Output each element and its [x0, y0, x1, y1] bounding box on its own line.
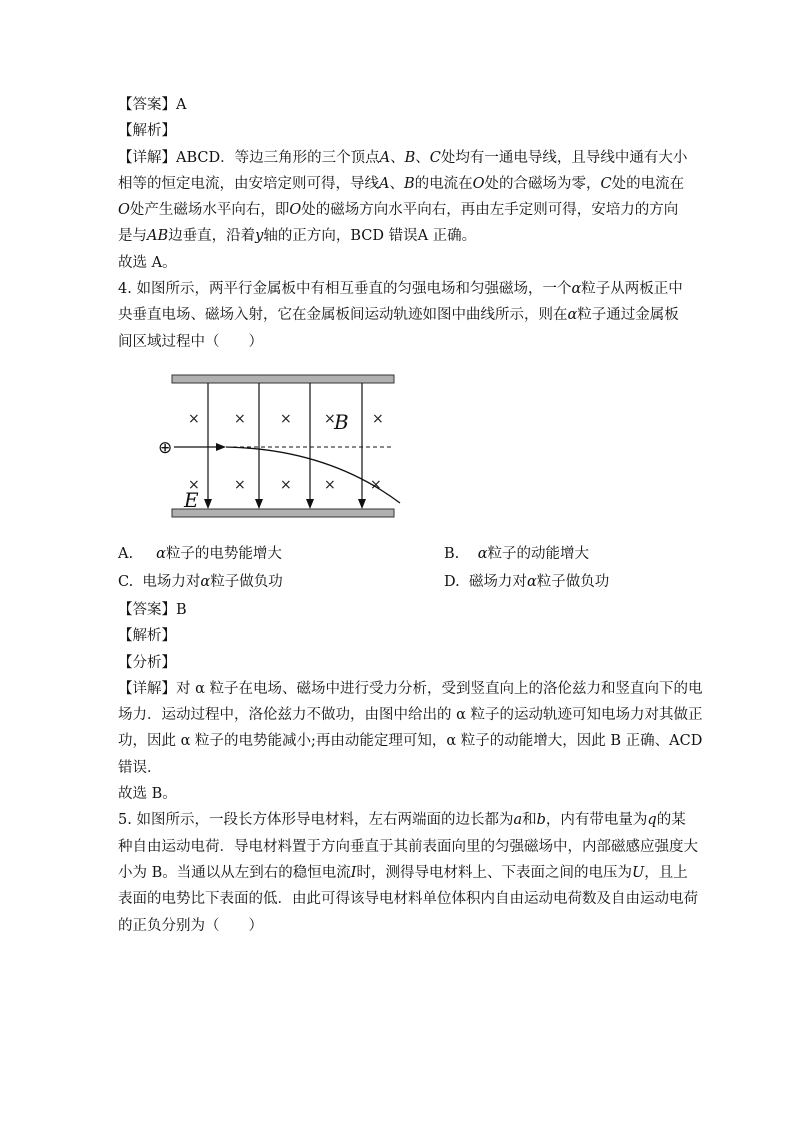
svg-text:×: ×: [234, 410, 246, 427]
q4-conclusion: 故选 B。: [118, 786, 177, 803]
q4-option-d[interactable]: D. 磁场力对α粒子做负功: [444, 573, 610, 590]
svg-text:×: ×: [370, 476, 382, 493]
q4-fenxi-label: 【分析】: [118, 654, 176, 671]
q5-stem-line2: 种自由运动电荷．导电材料置于方向垂直于其前表面向里的匀强磁场中，内部磁感应强度大: [118, 838, 698, 855]
svg-text:×: ×: [324, 476, 336, 493]
svg-text:×: ×: [280, 410, 292, 427]
top-plate: [172, 375, 394, 383]
q3-detail-line4: 是与AB边垂直，沿着y轴的正方向，BCD 错误A 正确。: [118, 228, 477, 245]
page-content: [118, 92, 703, 939]
bottom-plate: [172, 509, 394, 517]
q4-options: [118, 541, 678, 597]
q3-detail-line1: 【详解】ABCD．等边三角形的三个顶点A、B、C处均有一通电导线，且导线中通有大小: [118, 149, 688, 166]
q5-stem-line3: 小为 B。当通以从左到右的稳恒电流I时，测得导电材料上、下表面之间的电压为U，且上: [118, 864, 688, 881]
q5-stem-line4: 表面的电势比下表面的低．由此可得该导电材料单位体积内自由运动电荷数及自由运动电荷: [118, 891, 698, 908]
q5-stem-line1: 5. 如图所示，一段长方体形导电材料，左右两端面的边长都为a和b，内有带电量为q的某: [118, 812, 686, 829]
q4-stem-line2: 央垂直电场、磁场入射，它在金属板间运动轨迹如图中曲线所示，则在α粒子通过金属板: [118, 307, 679, 324]
q3-answer: 【答案】A: [118, 97, 187, 113]
q4-option-b[interactable]: B. α粒子的动能增大: [444, 545, 589, 562]
q4-option-a[interactable]: A. α粒子的电势能增大: [118, 545, 282, 562]
entry-arrow: [216, 443, 226, 451]
q4-option-c[interactable]: C. 电场力对α粒子做负功: [118, 573, 283, 590]
q4-figure: [138, 367, 408, 537]
svg-text:×: ×: [188, 410, 200, 427]
q4-detail-line4: 错误．: [118, 759, 162, 776]
q5-stem-line5: 的正负分别为（ ）: [118, 917, 263, 934]
trajectory-curve: [226, 447, 400, 503]
q4-answer: 【答案】B: [118, 601, 187, 618]
svg-text:×: ×: [188, 476, 200, 493]
q4-detail-line3: 功，因此 α 粒子的电势能减小;再由动能定理可知，α 粒子的动能增大，因此 B 正确、ACD: [118, 733, 703, 750]
svg-text:×: ×: [372, 410, 384, 427]
q4-stem-line1: 4. 如图所示，两平行金属板中有相互垂直的匀强电场和匀强磁场，一个α粒子从两板正中: [118, 281, 683, 298]
label-E: E: [184, 487, 199, 512]
q3-detail-line3: O处产生磁场水平向右，即O处的磁场方向水平向右，再由左手定则可得，安培力的方向: [118, 202, 679, 219]
magnetic-field-crosses: [188, 411, 384, 493]
q4-analysis-label: 【解析】: [118, 628, 176, 645]
q3-analysis-label: 【解析】: [118, 123, 176, 140]
q4-detail-line2: 场力．运动过程中，洛伦兹力不做功，由图中给出的 α 粒子的运动轨迹可知电场力对其做正: [118, 707, 703, 724]
svg-text:×: ×: [324, 410, 336, 427]
label-B: B: [334, 409, 349, 434]
q3-conclusion: 故选 A。: [118, 254, 177, 271]
svg-text:×: ×: [280, 476, 292, 493]
q4-detail-line1: 【详解】对 α 粒子在电场、磁场中进行受力分析，受到竖直向上的洛伦兹力和竖直向下的电: [118, 680, 703, 697]
field-arrows: [204, 499, 366, 509]
q4-stem-line3: 间区域过程中（ ）: [118, 333, 263, 350]
field-diagram: [138, 367, 408, 537]
q3-detail-line2: 相等的恒定电流，由安培定则可得，导线A、B的电流在O处的合磁场为零，C处的电流在: [118, 175, 685, 192]
particle-icon: ⊕: [158, 437, 173, 458]
svg-text:×: ×: [234, 476, 246, 493]
